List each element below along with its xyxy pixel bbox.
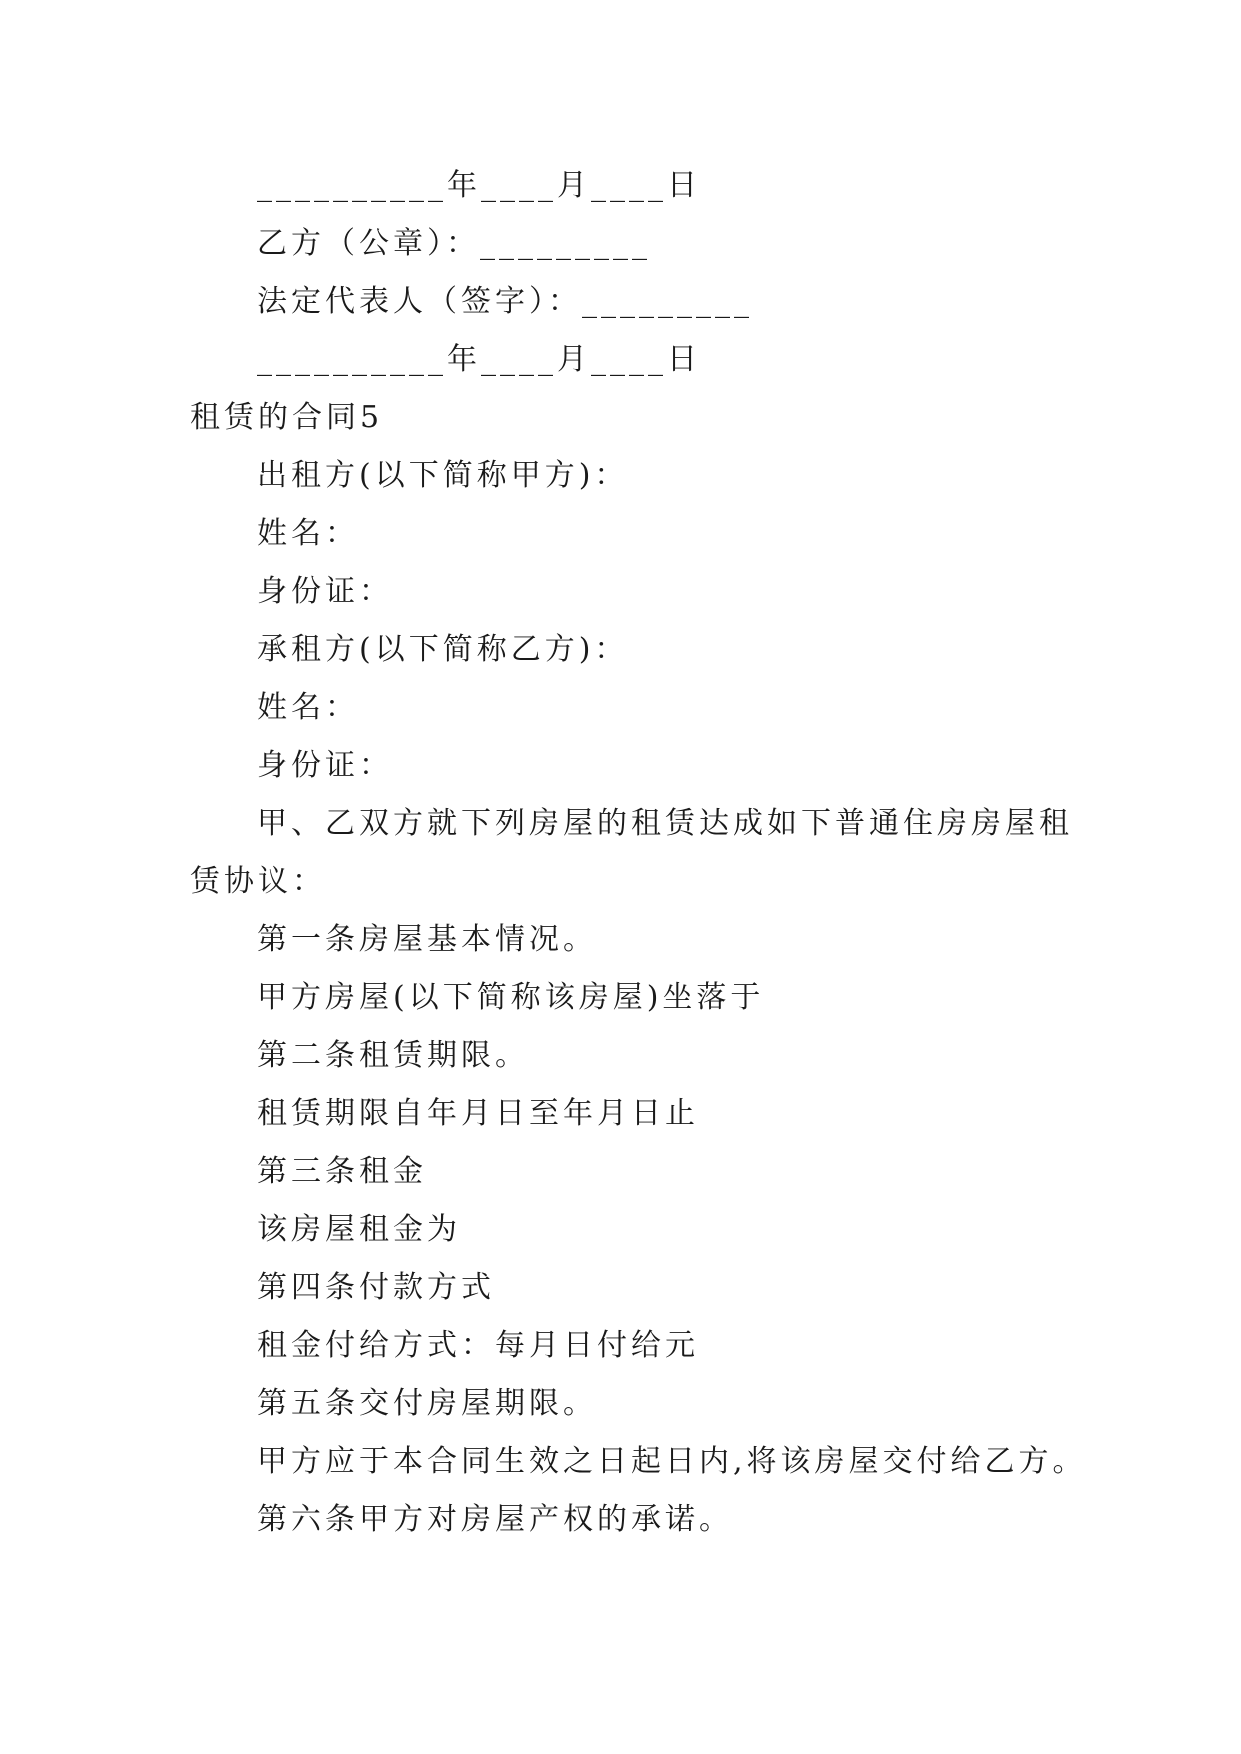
article-5-text: 甲方应于本合同生效之日起日内,将该房屋交付给乙方。 (257, 1444, 1087, 1479)
lessee-name-line: 姓名： (257, 690, 359, 725)
agreement-intro-paragraph: 甲、乙双方就下列房屋的租赁达成如下普通住房房屋租 (257, 806, 1073, 841)
article-5-heading: 第五条交付房屋期限。 (257, 1386, 597, 1421)
lessee-heading: 承租方(以下简称乙方)： (257, 632, 629, 667)
lessor-name-line: 姓名： (257, 516, 359, 551)
article-1-text: 甲方房屋(以下简称该房屋)坐落于 (257, 980, 765, 1015)
article-4-heading: 第四条付款方式 (257, 1270, 495, 1305)
date-line: __________年____月____日 (257, 168, 701, 203)
lessee-id-line: 身份证： (257, 748, 393, 783)
article-3-heading: 第三条租金 (257, 1154, 427, 1189)
lessor-heading: 出租方(以下简称甲方)： (257, 458, 629, 493)
lessor-id-line: 身份证： (257, 574, 393, 609)
article-4-text: 租金付给方式：每月日付给元 (257, 1328, 699, 1363)
legal-representative-signature-line: 法定代表人（签字）：_________ (257, 284, 753, 319)
article-1-heading: 第一条房屋基本情况。 (257, 922, 597, 957)
article-3-text: 该房屋租金为 (257, 1212, 461, 1247)
article-6-heading: 第六条甲方对房屋产权的承诺。 (257, 1502, 733, 1537)
section-title: 租赁的合同5 (190, 400, 384, 435)
article-2-heading: 第二条租赁期限。 (257, 1038, 529, 1073)
party-b-seal-line: 乙方（公章）：_________ (257, 226, 651, 261)
article-2-text: 租赁期限自年月日至年月日止 (257, 1096, 699, 1131)
agreement-intro-continuation: 赁协议： (190, 864, 326, 899)
date-line: __________年____月____日 (257, 342, 701, 377)
